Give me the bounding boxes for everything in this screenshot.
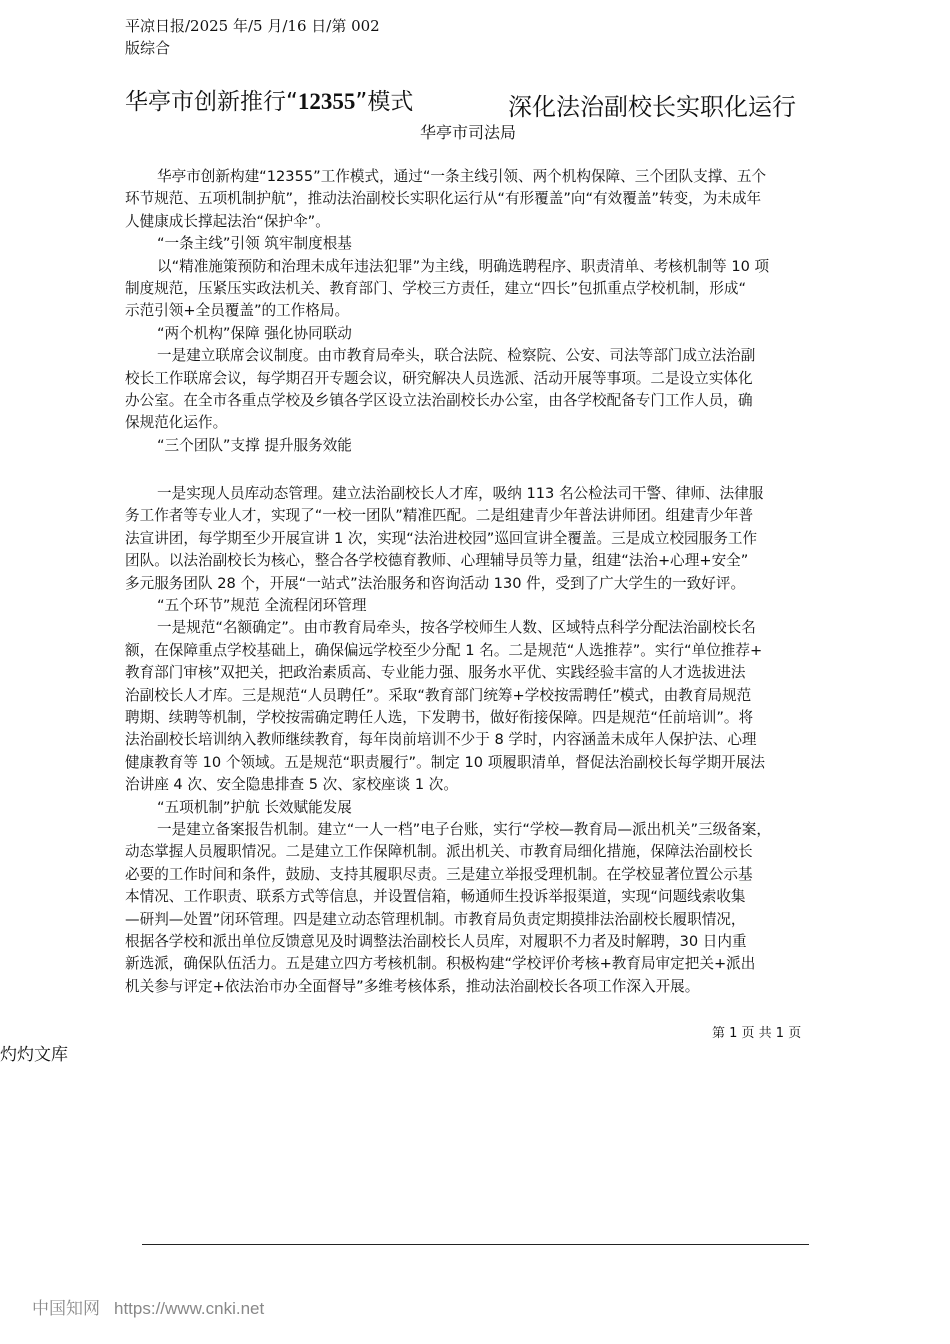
footer <box>32 1294 264 1319</box>
article-text-line: “三个团队”支撑 提升服务效能 <box>157 436 352 454</box>
footer-url-link[interactable]: https://www.cnki.net <box>114 1299 265 1318</box>
article-text-line: “五项机制”护航 长效赋能发展 <box>157 798 352 816</box>
article-text-line: 人健康成长撑起法治“保护伞”。 <box>125 212 330 230</box>
article-title-number: 12355 <box>297 89 356 114</box>
article-text-line: 环节规范、五项机制护航”，推动法治副校长实职化运行从“有形覆盖”向“有效覆盖”转变，为未成年 <box>125 190 762 208</box>
article-text-line: 多元服务团队 28 个，开展“一站式”法治服务和咨询活动 130 件，受到了广大学生的一致好评。 <box>125 574 746 592</box>
article-text-line: 根据各学校和派出单位反馈意见及时调整法治副校长人员库，对履职不力者及时解聘，30 日内重 <box>125 932 747 950</box>
article-text-line: 保规范化运作。 <box>125 414 228 432</box>
article-text-line: —研判—处置”闭环管理。四是建立动态管理机制。市教育局负责定期摸排法治副校长履职情况， <box>125 910 746 928</box>
article-text-line: 一是规范“名额确定”。由市教育局牵头，按各学校师生人数、区域特点科学分配法治副校长名 <box>157 619 756 637</box>
page-number: 第 1 页 共 1 页 <box>712 1026 802 1041</box>
source-line-1: 平凉日报/2025 年/5 月/16 日/第 002 <box>125 17 380 35</box>
article-text-line: 一是实现人员库动态管理。建立法治副校长人才库，吸纳 113 名公检法司干警、律师、法律服 <box>157 485 764 503</box>
article-body <box>125 166 840 998</box>
footer-divider <box>142 1244 809 1245</box>
article-text-line: 聘期、续聘等机制，学校按需确定聘任人选，下发聘书，做好衔接保障。四是规范“任前培训”。将 <box>125 708 754 726</box>
article-text-line: “一条主线”引领 筑牢制度根基 <box>157 235 352 253</box>
article-text-line: 额，在保障重点学校基础上，确保偏远学校至少分配 1 名。二是规范“人选推荐”。实行“单位推荐+ <box>125 641 763 659</box>
article-text-line: “两个机构”保障 强化协同联动 <box>157 324 352 342</box>
source-info <box>125 15 395 59</box>
watermark-text: 灼灼文库 <box>0 1045 68 1065</box>
article-text-line: 务工作者等专业人才，实现了“一校一团队”精准匹配。二是组建青少年普法讲师团。组建青少年普 <box>125 507 754 525</box>
article-text-line: 一是建立联席会议制度。由市教育局牵头，联合法院、检察院、公安、司法等部门成立法治副 <box>157 347 756 365</box>
paragraph-gap <box>125 457 840 483</box>
article-text-line: 一是建立备案报告机制。建立“一人一档”电子台账，实行“学校—教育局—派出机关”三级备案， <box>157 820 771 838</box>
article-text-line: 以“精准施策预防和治理未成年违法犯罪”为主线，明确选聘程序、职责清单、考核机制等 10 项 <box>157 257 770 275</box>
article-text-line: 治讲座 4 次、安全隐患排查 5 次、家校座谈 1 次。 <box>125 776 458 794</box>
article-text-line: 示范引领+全员覆盖”的工作格局。 <box>125 302 350 320</box>
article-text-line: 治副校长人才库。三是规范“人员聘任”。采取“教育部门统筹+学校按需聘任”模式，由教育局规范 <box>125 686 752 704</box>
article-text-line: 必要的工作时间和条件，鼓励、支持其履职尽责。三是建立举报受理机制。在学校显著位置公示基 <box>125 865 753 883</box>
article-author: 华亭市司法局 <box>420 123 517 142</box>
article-title-suffix: ”模式 <box>355 89 414 115</box>
footer-site-name: 中国知网 <box>32 1299 100 1318</box>
source-line-2: 版综合 <box>125 39 171 57</box>
article-text-line: 华亭市创新构建“12355”工作模式，通过“一条主线引领、两个机构保障、三个团队支撑、五个 <box>157 168 767 185</box>
article-text-line: 法宣讲团，每学期至少开展宣讲 1 次，实现“法治进校园”巡回宣讲全覆盖。三是成立校园服务工作 <box>125 529 758 547</box>
article-text-line: 健康教育等 10 个领域。五是规范“职责履行”。制定 10 项履职清单，督促法治副校长每学期开展法 <box>125 753 765 771</box>
article-subtitle: 深化法治副校长实职化运行 <box>508 93 796 121</box>
article-title <box>125 83 413 116</box>
article-text-line: 机关参与评定+依法治市办全面督导”多维考核体系，推动法治副校长各项工作深入开展。 <box>125 977 700 995</box>
article-text-line: 动态掌握人员履职情况。二是建立工作保障机制。派出机关、市教育局细化措施，保障法治副校长 <box>125 843 753 861</box>
article-text-line: 新选派，确保队伍活力。五是建立四方考核机制。积极构建“学校评价考核+教育局审定把关+派出 <box>125 955 756 973</box>
article-text-line: 办公室。在全市各重点学校及乡镇各学区设立法治副校长办公室，由各学校配备专门工作人员，确 <box>125 391 753 409</box>
article-text-line: 制度规范，压紧压实政法机关、教育部门、学校三方责任，建立“四长”包抓重点学校机制，形成“ <box>125 279 747 297</box>
article-text-line: 本情况、工作职责、联系方式等信息，并设置信箱，畅通师生投诉举报渠道，实现“问题线索收集 <box>125 888 746 906</box>
article-text-line: 教育部门审核”双把关，把政治素质高、专业能力强、服务水平优、实践经验丰富的人才选拔进法 <box>125 664 746 682</box>
article-title-prefix: 华亭市创新推行“ <box>125 89 298 115</box>
article-text-line: 法治副校长培训纳入教师继续教育，每年岗前培训不少于 8 学时，内容涵盖未成年人保护法、心理 <box>125 731 757 749</box>
article-text-line: 校长工作联席会议，每学期召开专题会议，研究解决人员选派、活动开展等事项。二是设立实体化 <box>125 369 753 387</box>
article-text-line: 团队。以法治副校长为核心，整合各学校德育教师、心理辅导员等力量，组建“法治+心理+安全” <box>125 552 749 570</box>
article-text-line: “五个环节”规范 全流程闭环管理 <box>157 597 367 615</box>
